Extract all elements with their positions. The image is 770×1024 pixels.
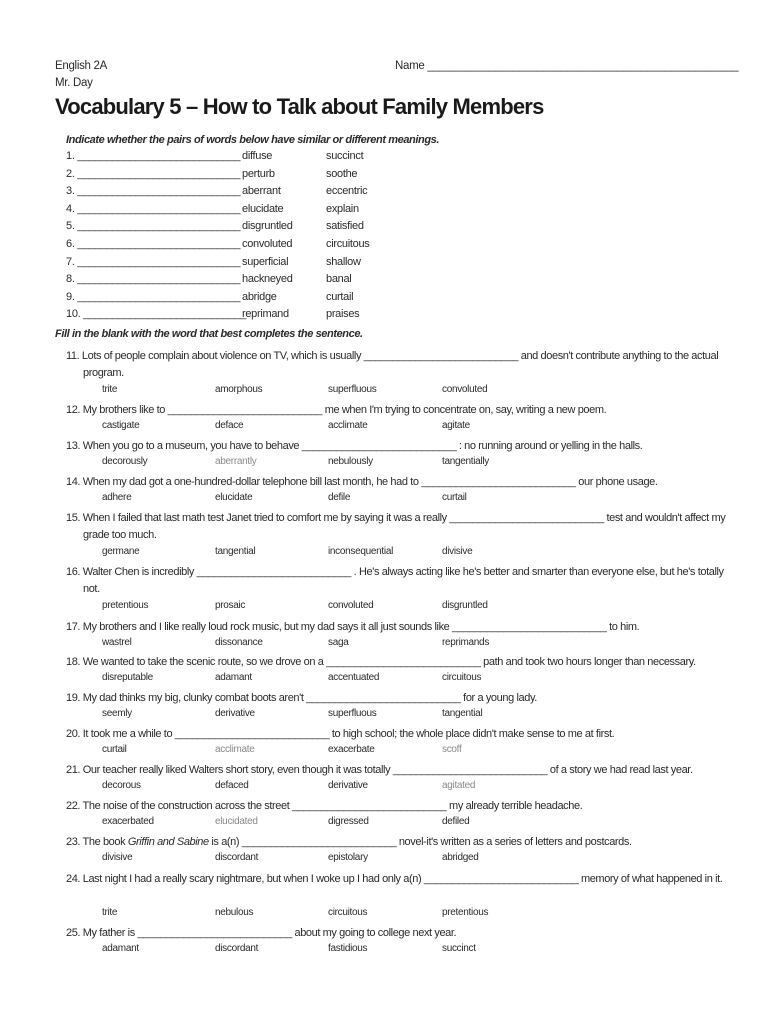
question-text: 22. The noise of the construction across the street ___________________________ my already terrible headache. [66,800,583,812]
answer-option[interactable]: divisive [442,546,473,557]
question-sentence [66,762,726,779]
answer-option[interactable]: discordant [215,943,259,954]
pair-word-a: abridge [242,290,277,303]
answer-option[interactable]: agitated [442,780,476,791]
question-text: 12. My brothers like to ___________________________ me when I'm trying to concentrate on, say, writing a new poem. [66,404,607,416]
answer-option[interactable]: nebulous [215,907,254,918]
answer-option[interactable]: decorously [102,456,148,467]
question-text: 17. My brothers and I like really loud rock music, but my dad says it all just sounds like ___________________________ to him. [66,621,640,633]
pair-word-b: curtail [326,290,354,303]
answer-option[interactable]: circuitous [442,672,482,683]
pair-number[interactable]: 7. ____________________________ [66,255,241,268]
answer-option[interactable]: tangential [215,546,256,557]
answer-option[interactable]: digressed [328,816,369,827]
question-sentence [66,619,726,636]
pair-word-a: diffuse [242,150,273,162]
question-text: 24. Last night I had a really scary nightmare, but when I woke up I had only a(n) ___________________________ memory of what happened in it. [66,873,723,885]
answer-option[interactable]: agitate [442,420,470,431]
pair-word-a: elucidate [242,202,284,215]
answer-option[interactable]: scoff [442,744,462,755]
answer-option[interactable]: disreputable [102,672,153,683]
answer-option[interactable]: discordant [215,852,259,863]
pair-word-a: reprimand [242,308,289,321]
pair-word-b: succinct [326,150,364,162]
answer-option[interactable]: pretentious [442,907,489,918]
answer-option[interactable]: inconsequential [328,546,393,557]
question-sentence [66,726,726,743]
answer-option[interactable]: saga [328,637,349,648]
pair-word-b: satisfied [326,220,364,233]
part1-instruction: Indicate whether the pairs of words below have similar or different meanings. [66,134,440,146]
pair-number[interactable]: 6. ____________________________ [66,238,241,250]
answer-option[interactable]: decorous [102,780,141,791]
pair-word-a: disgruntled [242,220,293,233]
course-label: English 2A [55,60,107,72]
answer-option[interactable]: elucidated [215,816,258,827]
answer-option[interactable]: castigate [102,420,140,431]
question-text-after: is a(n) ___________________________ novel-it's written as a series of letters and postcards. [208,836,632,848]
question-text: 20. It took me a while to ___________________________ to high school; the whole place didn't make sense to me at first. [66,728,615,740]
question-sentence [66,654,726,671]
question-text: 19. My dad thinks my big, clunky combat boots aren't ___________________________ for a young lady. [66,692,537,704]
answer-option[interactable]: superfluous [328,708,377,719]
answer-option[interactable]: adhere [102,492,132,503]
pair-word-b: praises [326,308,360,321]
pair-number[interactable]: 5. ____________________________ [66,220,241,233]
question-sentence [66,348,743,382]
question-text: 15. When I failed that last math test Janet tried to comfort me by saying it was a really ___________________________ test and wouldn't affect my grade too much. [66,512,726,541]
answer-option[interactable]: fastidious [328,943,368,954]
part2-instruction: Fill in the blank with the word that best completes the sentence. [55,328,363,340]
pair-word-a: perturb [242,167,275,180]
answer-option[interactable]: trite [102,907,118,918]
answer-option[interactable]: defaced [215,780,249,791]
answer-option[interactable]: abridged [442,852,479,863]
teacher-label: Mr. Day [55,77,93,89]
answer-option[interactable]: curtail [102,744,127,755]
answer-option[interactable]: germane [102,546,140,557]
pair-word-a: aberrant [242,185,281,198]
answer-option[interactable]: curtail [442,492,467,503]
question-text: 11. Lots of people complain about violence on TV, which is usually ___________________________ and doesn't contribute anything to the actual program. [66,350,719,379]
answer-option[interactable]: aberrantly [215,456,257,467]
name-field: Name ___________________________________________________ [395,60,739,72]
pair-word-b: eccentric [326,185,368,198]
pair-number[interactable]: 9. ____________________________ [66,290,241,303]
answer-option[interactable]: tangential [442,708,483,719]
answer-option[interactable]: adamant [215,672,252,683]
question-sentence [66,474,726,491]
answer-option[interactable]: acclimate [328,420,368,431]
pair-word-a: superficial [242,255,289,268]
answer-option[interactable]: divisive [102,852,133,863]
question-text: 25. My father is ___________________________ about my going to college next year. [66,927,457,939]
question-sentence [66,510,743,544]
pair-number[interactable]: 1. ____________________________ [66,150,241,162]
page-title: Vocabulary 5 – How to Talk about Family Members [55,94,544,119]
pair-number[interactable]: 8. ____________________________ [66,273,241,286]
question-sentence [66,871,743,888]
answer-option[interactable]: convoluted [328,600,374,611]
question-text: 13. When you go to a museum, you have to behave ___________________________ : no running around or yelling in the halls. [66,440,643,452]
question-text: 21. Our teacher really liked Walters short story, even though it was totally ___________________________ of a story we had read last year. [66,764,693,776]
answer-option[interactable]: derivative [328,780,368,791]
pair-number[interactable]: 2. ____________________________ [66,167,241,180]
answer-option[interactable]: disgruntled [442,600,488,611]
question-sentence [66,402,726,419]
answer-option[interactable]: superfluous [328,384,377,395]
answer-option[interactable]: dissonance [215,637,263,648]
book-title: Griffin and Sabine [127,836,209,848]
answer-option[interactable]: exacerbated [102,816,154,827]
pair-number[interactable]: 4. ____________________________ [66,202,241,215]
question-sentence [66,798,726,815]
answer-option[interactable]: deface [215,420,244,431]
pair-word-b: soothe [326,167,358,180]
pair-word-a: convoluted [242,238,293,250]
pair-word-b: circuitous [326,238,370,250]
answer-option[interactable]: tangentially [442,456,489,467]
question-sentence [66,690,726,707]
answer-option[interactable]: nebulously [328,456,373,467]
question-sentence [66,564,743,598]
answer-option[interactable]: seemly [102,708,132,719]
question-text: 16. Walter Chen is incredibly ___________________________ . He's always acting like he's better and smarter than everyone else, but he's totally not. [66,566,724,595]
answer-option[interactable]: trite [102,384,118,395]
answer-option[interactable]: defile [328,492,351,503]
pair-word-b: explain [326,202,359,215]
answer-option[interactable]: succinct [442,943,476,954]
question-text: 14. When my dad got a one-hundred-dollar telephone bill last month, he had to ___________________________ our phone usage. [66,476,658,488]
answer-option[interactable]: acclimate [215,744,255,755]
answer-option[interactable]: adamant [102,943,139,954]
pair-word-b: shallow [326,255,361,268]
answer-option[interactable]: defiled [442,816,470,827]
pair-number[interactable]: 3. ____________________________ [66,185,241,198]
answer-option[interactable]: reprimands [442,637,490,648]
question-text-before: 23. The book [66,836,128,848]
question-sentence [66,925,726,942]
answer-option[interactable]: circuitous [328,907,368,918]
answer-option[interactable]: pretentious [102,600,149,611]
answer-option[interactable]: convoluted [442,384,488,395]
answer-option[interactable]: derivative [215,708,255,719]
answer-option[interactable]: accentuated [328,672,380,683]
pair-word-b: banal [326,273,352,286]
answer-option[interactable]: exacerbate [328,744,375,755]
question-text: 18. We wanted to take the scenic route, so we drove on a ___________________________ path and took two hours longer than necessary. [66,656,696,668]
answer-option[interactable]: amorphous [215,384,263,395]
answer-option[interactable]: prosaic [215,600,246,611]
pair-word-a: hackneyed [242,273,293,286]
question-sentence [66,834,726,851]
answer-option[interactable]: epistolary [328,852,368,863]
pair-number[interactable]: 10. ____________________________ [66,308,247,321]
answer-option[interactable]: wastrel [102,637,132,648]
answer-option[interactable]: elucidate [215,492,253,503]
question-sentence [66,438,726,455]
